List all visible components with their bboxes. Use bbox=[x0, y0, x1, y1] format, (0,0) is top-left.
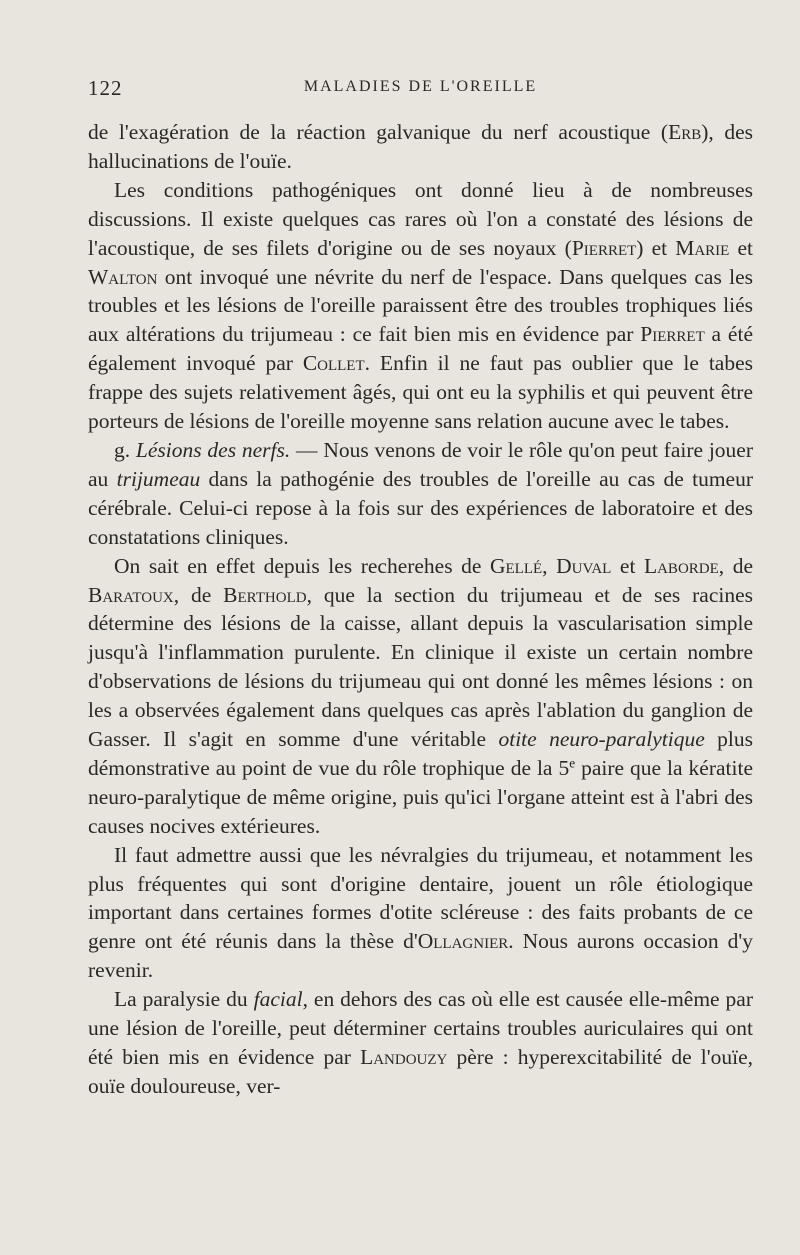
text-run: père : hyperexcitabilité de l'ouïe, ouïe douloureuse, ver- bbox=[88, 1045, 753, 1098]
author-name: Pierret bbox=[640, 322, 705, 347]
paragraph-6 bbox=[88, 985, 753, 1101]
author-name: Erb bbox=[668, 120, 702, 144]
text-run: g. bbox=[114, 437, 136, 462]
text-run: , de bbox=[718, 553, 753, 578]
body-text bbox=[88, 118, 753, 1101]
text-run: . Nous aurons occasion d'y revenir. bbox=[88, 929, 754, 983]
text-run: dans la pathogénie des troubles de l'oreille au cas de tumeur cérébrale. Celui-ci repose à la fois sur des expériences de laboratoire et des constatations cliniques. bbox=[88, 466, 753, 549]
author-name: Walton bbox=[88, 264, 158, 289]
text-run: ), des hallucinations de l'ouïe. bbox=[88, 120, 753, 173]
text-run: , de bbox=[173, 582, 224, 607]
text-run: , que la section du trijumeau et de ses racines détermine des lésions de la caisse, allant depuis la vascularisation simple jusqu'à l'inflammation purulente. En clinique il existe un certain nombre d'observations de lésions du trijumeau qui ont donné les mêmes lésions : on les a observées également dans quelques cas après l'ablation du ganglion de Gasser. Il s'agit en somme d'une véritable bbox=[88, 582, 753, 752]
text-run: . Enfin il ne faut pas oublier que le tabes frappe des sujets relativement âgés, qui ont eu la syphilis et qui peuvent être porteurs de lésions de l'oreille moyenne sans relation aucune avec le tabes. bbox=[88, 351, 753, 434]
emphasis: otite neuro-paralytique bbox=[498, 727, 705, 752]
text-run: , en dehors des cas où elle est causée elle-même par une lésion de l'oreille, peut déterminer certains troubles auriculaires qui ont été bien mis en évidence par bbox=[88, 987, 753, 1069]
superscript: e bbox=[569, 755, 576, 771]
text-run: plus démonstrative au point de vue du rôle trophique de la 5 bbox=[88, 727, 754, 780]
author-name: Gellé bbox=[489, 553, 543, 578]
page-number: 122 bbox=[88, 76, 123, 100]
paragraph-5 bbox=[88, 841, 753, 986]
paragraph-3 bbox=[88, 436, 753, 552]
text-run: et bbox=[611, 553, 644, 578]
text-run: paire que la kératite neuro-paralytique de même origine, puis qu'ici l'organe atteint est à l'abri des causes nocives extérieures. bbox=[88, 755, 753, 838]
text-run: ont invoqué une névrite du nerf de l'espace. Dans quelques cas les troubles et les lésions de l'oreille paraissent être des troubles trophiques liés aux altérations du trijumeau : ce fait bien mis en évidence par bbox=[88, 264, 753, 347]
text-run: ) et bbox=[636, 235, 676, 260]
author-name: Pierret bbox=[571, 235, 637, 260]
author-name: Landouzy bbox=[360, 1045, 448, 1069]
paragraph-2 bbox=[88, 176, 753, 436]
author-name: Marie bbox=[675, 235, 730, 260]
text-run: Les conditions pathogéniques ont donné lieu à de nombreuses discussions. Il existe quelques cas rares où l'on a constaté des lésions de l'acoustique, de ses filets d'origine ou de ses noyaux ( bbox=[88, 177, 753, 260]
text-run: et bbox=[729, 235, 753, 260]
paragraph-4 bbox=[88, 552, 753, 841]
text-run: On sait en effet depuis les recherehes de bbox=[114, 553, 490, 578]
text-run: La paralysie du bbox=[114, 987, 254, 1012]
author-name: Berthold bbox=[223, 582, 307, 607]
author-name: Duval bbox=[556, 553, 612, 578]
text-run: a été également invoqué par bbox=[88, 322, 753, 376]
emphasis: facial bbox=[253, 987, 303, 1012]
section-title: Lésions des nerfs. bbox=[135, 437, 291, 462]
running-head bbox=[88, 76, 753, 102]
text-run: , bbox=[542, 553, 557, 578]
paragraph-1 bbox=[88, 118, 753, 176]
text-run: de l'exagération de la réaction galvanique du nerf acoustique ( bbox=[88, 120, 669, 144]
emphasis: trijumeau bbox=[116, 466, 201, 491]
text-run: — Nous venons de voir le rôle qu'on peut faire jouer au bbox=[88, 437, 754, 491]
author-name: Laborde bbox=[643, 553, 719, 578]
text-run: Il faut admettre aussi que les névralgies du trijumeau, et notamment les plus fréquentes qui sont d'origine dentaire, jouent un rôle étiologique important dans certaines formes d'otite scléreuse : des faits probants de ce genre ont été réunis dans la thèse d' bbox=[88, 842, 753, 954]
author-name: Baratoux bbox=[88, 582, 174, 607]
author-name: Ollagnier bbox=[417, 929, 509, 954]
author-name: Collet bbox=[302, 351, 365, 376]
running-title: MALADIES DE L'OREILLE bbox=[303, 78, 538, 95]
